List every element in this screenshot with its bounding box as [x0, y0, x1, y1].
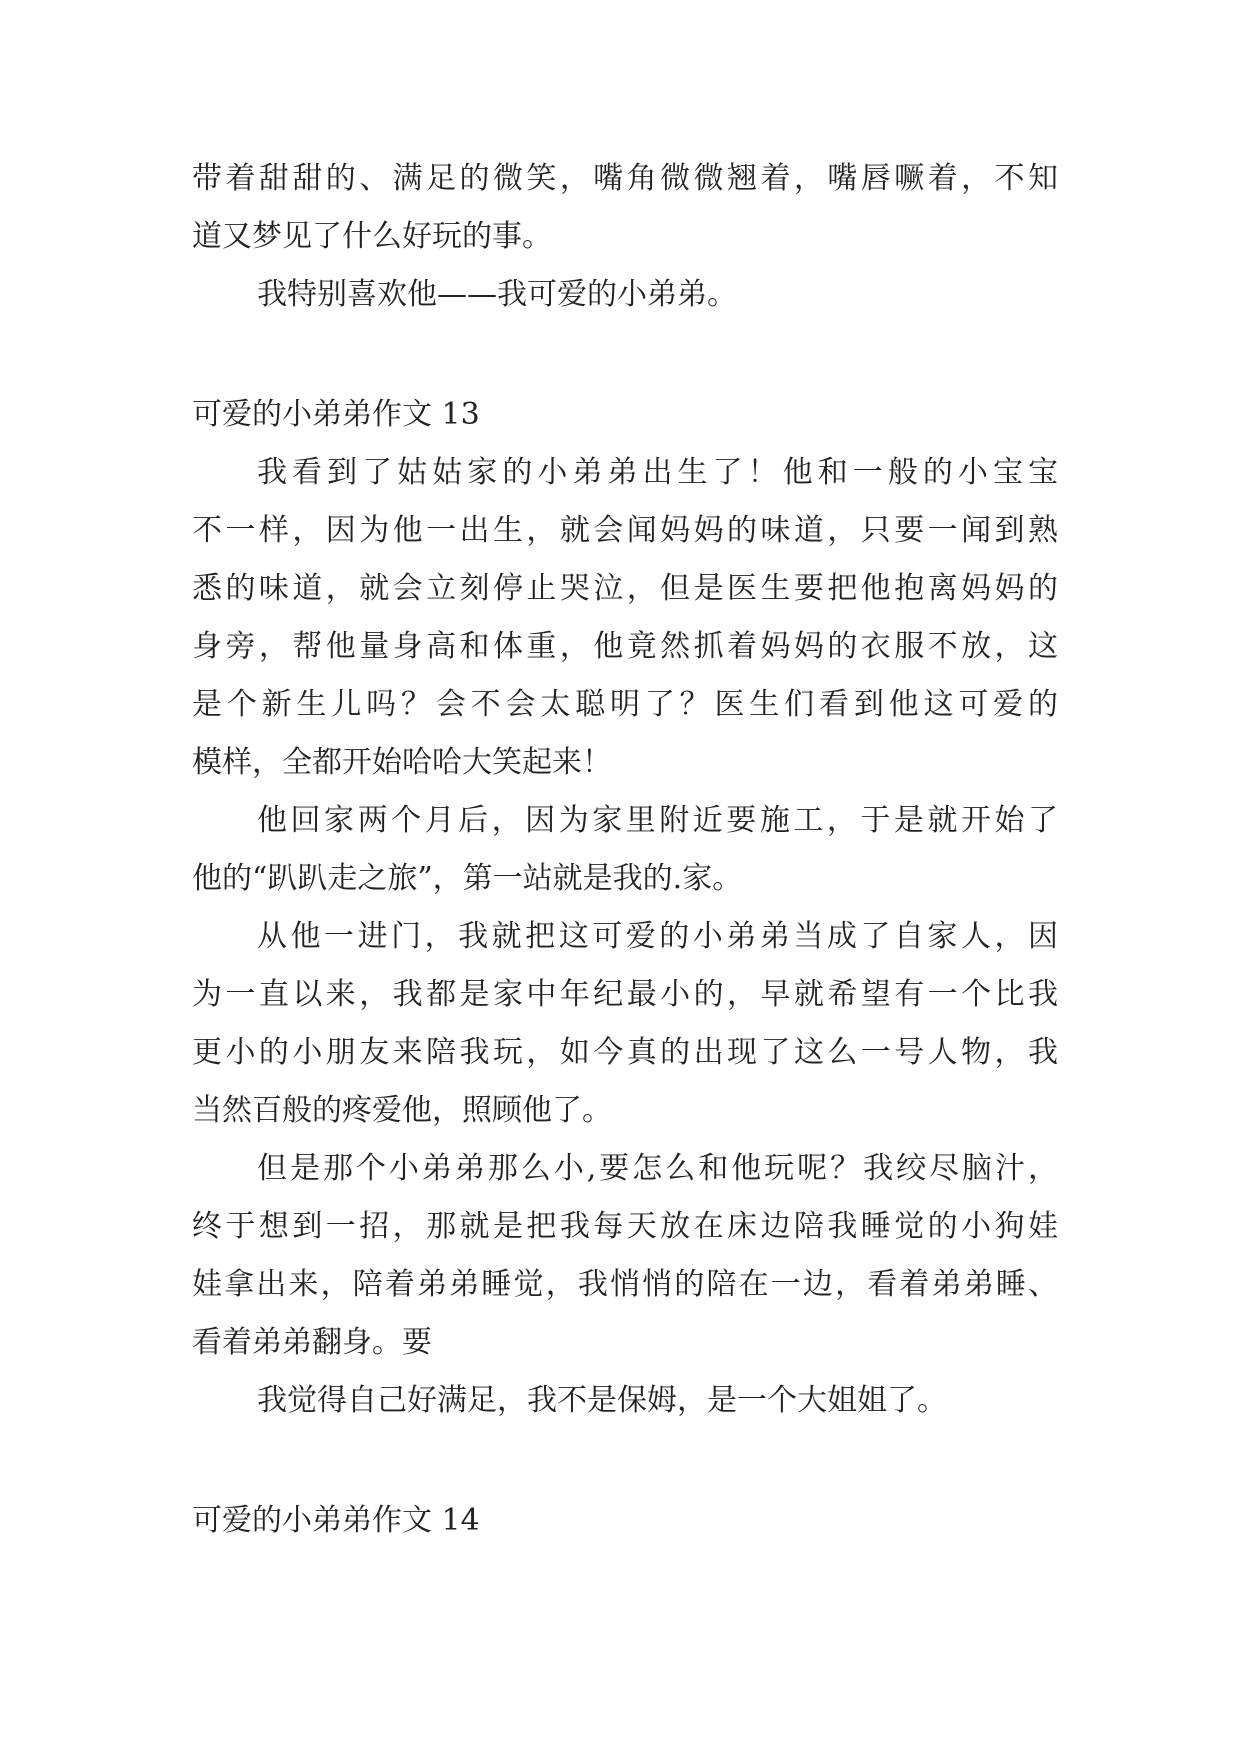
essay-13-paragraph-4	[192, 1140, 1058, 1372]
text-line: 带着甜甜的、满足的微笑，嘴角微微翘着，嘴唇噘着，不知	[192, 161, 1058, 196]
essay-13-paragraph-3	[192, 908, 1058, 1140]
text-line: 我觉得自己好满足，我不是保姆，是一个大姐姐了。	[257, 1383, 947, 1418]
text-line: 我特别喜欢他——我可爱的小弟弟。	[257, 277, 737, 312]
essay-13-paragraph-2	[192, 792, 1058, 908]
text-line: 身旁，帮他量身高和体重，他竟然抓着妈妈的衣服不放，这	[192, 629, 1058, 664]
text-line: 不一样，因为他一出生，就会闻妈妈的味道，只要一闻到熟	[192, 513, 1058, 548]
text-line: 道又梦见了什么好玩的事。	[192, 219, 552, 254]
text-line: 娃拿出来，陪着弟弟睡觉，我悄悄的陪在一边，看着弟弟睡、	[192, 1267, 1058, 1302]
essay-13-title: 可爱的小弟弟作文 13	[192, 397, 480, 432]
text-line: 他的“趴趴走之旅”，第一站就是我的.家。	[192, 861, 743, 896]
prev-essay-paragraph-1	[192, 150, 1058, 266]
essay-13-paragraph-1	[192, 444, 1058, 792]
text-line: 悉的味道，就会立刻停止哭泣，但是医生要把他抱离妈妈的	[192, 571, 1058, 606]
essay-13-paragraph-5	[192, 1372, 1058, 1430]
section-gap	[192, 324, 1058, 386]
text-line: 他回家两个月后，因为家里附近要施工，于是就开始了	[257, 803, 1058, 838]
text-line: 看着弟弟翻身。要	[192, 1325, 432, 1360]
text-line: 从他一进门，我就把这可爱的小弟弟当成了自家人，因	[257, 919, 1058, 954]
text-line: 更小的小朋友来陪我玩，如今真的出现了这么一号人物，我	[192, 1035, 1058, 1070]
text-line: 终于想到一招，那就是把我每天放在床边陪我睡觉的小狗娃	[192, 1209, 1058, 1244]
text-line: 当然百般的疼爱他，照顾他了。	[192, 1093, 612, 1128]
text-line: 模样，全都开始哈哈大笑起来！	[192, 745, 612, 780]
section-gap	[192, 1430, 1058, 1492]
text-line: 为一直以来，我都是家中年纪最小的，早就希望有一个比我	[192, 977, 1058, 1012]
essay-14-title: 可爱的小弟弟作文 14	[192, 1503, 480, 1538]
document-page	[192, 150, 1058, 1550]
prev-essay-paragraph-2	[192, 266, 1058, 324]
text-line: 是个新生儿吗？会不会太聪明了？医生们看到他这可爱的	[192, 687, 1058, 722]
text-line: 但是那个小弟弟那么小,要怎么和他玩呢？我绞尽脑汁，	[257, 1151, 1058, 1186]
text-line: 我看到了姑姑家的小弟弟出生了！他和一般的小宝宝	[257, 455, 1058, 490]
